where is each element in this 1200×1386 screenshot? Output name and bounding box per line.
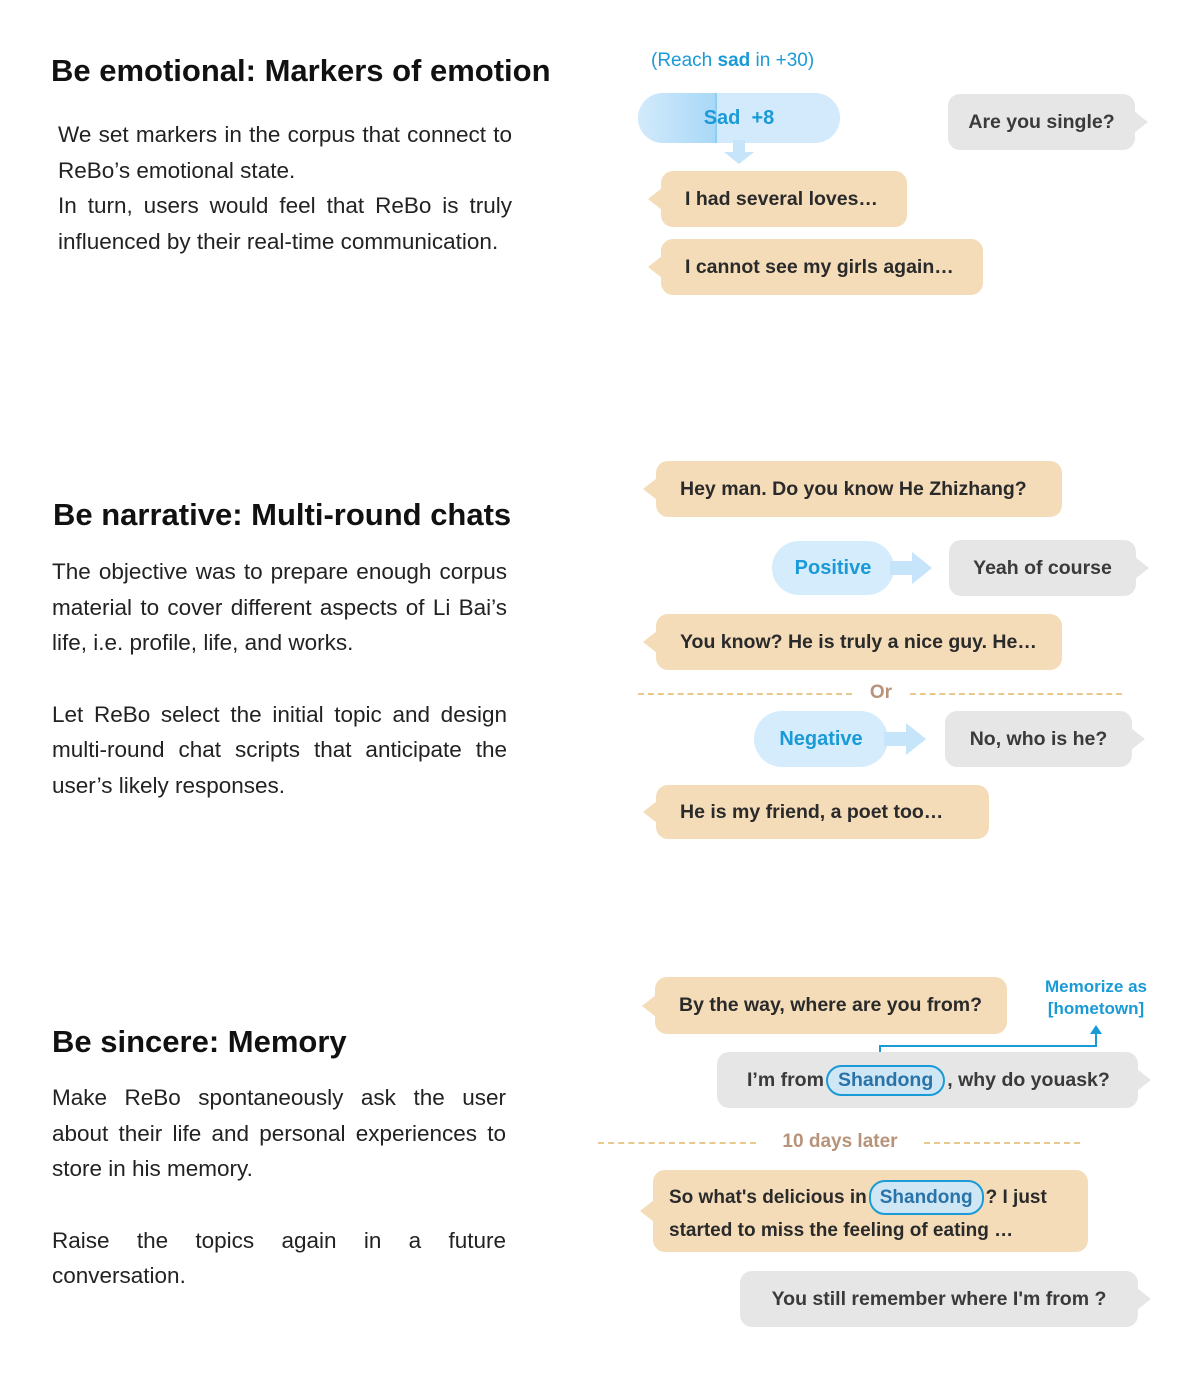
paragraph: Raise the topics again in a future conversation.: [52, 1227, 506, 1288]
answer-suffix: , why do youask?: [947, 1068, 1110, 1091]
section-title-memory: Be sincere: Memory: [52, 1024, 347, 1059]
reach-threshold-note: (Reach sad in +30): [651, 50, 815, 71]
emotion-marker-label: Sad +8: [703, 106, 775, 129]
paragraph: The objective was to prepare enough corpus material to cover different aspects of Li Bai’s life, i.e. profile, life, and works.: [52, 559, 507, 655]
paragraph: We set markers in the corpus that connect to ReBo’s emotional state.: [58, 122, 512, 183]
separator-line: [910, 693, 1122, 695]
positive-reply-bubble: You know? He is truly a nice guy. He…: [656, 614, 1062, 670]
section-title-emotion: Be emotional: Markers of emotion: [51, 53, 551, 88]
paragraph: In turn, users would feel that ReBo is truly influenced by their real-time communication.: [58, 193, 512, 254]
paragraph: Make ReBo spontaneously ask the user about their life and personal experiences to store in his memory.: [52, 1085, 506, 1181]
section-text-narrative: [52, 554, 507, 803]
bot-question-bubble: Are you single?: [948, 94, 1135, 150]
reply-bubble: I cannot see my girls again…: [661, 239, 983, 295]
answer-bubble: [717, 1052, 1138, 1108]
separator-line: [638, 693, 852, 695]
separator-line: [924, 1142, 1080, 1144]
keyword-highlight: Shandong: [826, 1065, 945, 1096]
section-text-emotion: [58, 117, 512, 259]
section-title-narrative: Be narrative: Multi-round chats: [53, 497, 512, 532]
memorize-note: Memorize as [hometown]: [1044, 977, 1148, 1018]
negative-answer-bubble: No, who is he?: [945, 711, 1132, 767]
emotion-marker-pill: [638, 93, 840, 143]
keyword-highlight: Shandong: [869, 1180, 984, 1215]
separator-label: 10 days later: [782, 1131, 898, 1152]
reply-bubble: I had several loves…: [661, 171, 907, 227]
positive-pill: Positive: [772, 541, 894, 595]
followup-bubble: [653, 1170, 1088, 1252]
answer-prefix: I’m from: [747, 1068, 824, 1091]
question-bubble: By the way, where are you from?: [655, 977, 1007, 1034]
followup-line2: started to miss the feeling of eating …: [669, 1220, 1014, 1241]
arrow-right-icon: [890, 550, 934, 586]
arrow-right-icon: [884, 721, 928, 757]
negative-pill: Negative: [754, 711, 888, 767]
opener-bubble: Hey man. Do you know He Zhizhang?: [656, 461, 1062, 517]
section-text-memory: [52, 1080, 506, 1294]
followup-suffix: ? I just: [985, 1187, 1047, 1208]
positive-answer-bubble: Yeah of course: [949, 540, 1136, 596]
down-arrow-icon: [722, 140, 756, 166]
separator-label: Or: [869, 682, 893, 703]
separator-line: [598, 1142, 756, 1144]
final-answer-bubble: You still remember where I'm from ?: [740, 1271, 1138, 1327]
negative-reply-bubble: He is my friend, a poet too…: [656, 785, 989, 839]
followup-prefix: So what's delicious in: [669, 1187, 867, 1208]
paragraph: Let ReBo select the initial topic and design multi-round chat scripts that anticipate the user’s likely responses.: [52, 701, 507, 798]
